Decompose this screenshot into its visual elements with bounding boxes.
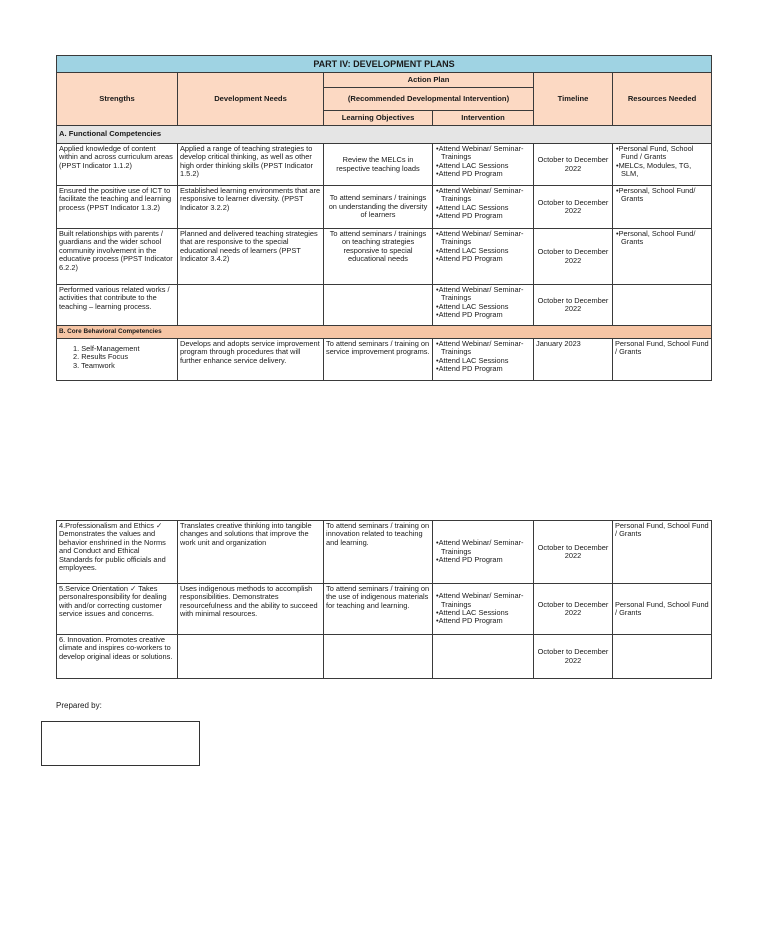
strength-cell: 4.Professionalism and Ethics ✓ Demonstrates the values and behavior enshrined in the Norms and Conduct and Ethical Standards for public officials and employees. — [57, 521, 178, 584]
need-cell: Develops and adopts service improvement program through procedures that will further enhance service delivery. — [178, 339, 324, 381]
intervention-item: • Attend PD Program — [435, 212, 531, 220]
strength-cell — [57, 339, 178, 381]
intervention-item: • Attend Webinar/ Seminar-Trainings — [435, 539, 531, 556]
strength-cell: Ensured the positive use of ICT to facilitate the teaching and learning process (PPST Indicator 1.3.2) — [57, 186, 178, 229]
section-core-behavioral: B. Core Behavioral Competencies — [57, 326, 712, 339]
table-row — [57, 285, 712, 326]
intervention-item: • Attend Webinar/ Seminar-Trainings — [435, 187, 531, 204]
header-timeline: Timeline — [534, 73, 613, 126]
table-row — [57, 635, 712, 679]
objective-cell: Review the MELCs in respective teaching loads — [324, 144, 433, 186]
strength-cell: Applied knowledge of content within and across curriculum areas (PPST Indicator 1.1.2) — [57, 144, 178, 186]
competency-item: 1. Self-Management — [73, 344, 140, 353]
header-recommended: (Recommended Developmental Intervention) — [324, 88, 534, 111]
intervention-item: • Attend Webinar/ Seminar-Trainings — [435, 230, 531, 247]
resource-item: • Personal Fund, School Fund / Grants — [615, 145, 709, 162]
resources-cell — [613, 186, 712, 229]
timeline-cell: October to December 2022 — [534, 229, 613, 285]
signature-box — [41, 721, 200, 766]
need-cell: Applied a range of teaching strategies to develop critical thinking, as well as other high order thinking skills (PPST Indicator 1.5.2) — [178, 144, 324, 186]
header-learning-objectives: Learning Objectives — [324, 111, 433, 126]
table-row — [57, 521, 712, 584]
need-cell: Uses indigenous methods to accomplish responsibilities. Demonstrates resourcefulness and the ability to succeed with minimal resources. — [178, 584, 324, 635]
resources-cell: Personal Fund, School Fund / Grants — [613, 339, 712, 381]
objective-cell: To attend seminars / training on the use of indigenous materials for teaching and learning. — [324, 584, 433, 635]
need-cell: Planned and delivered teaching strategies that are responsive to the special educational needs of learners (PPST Indicator 3.4.2) — [178, 229, 324, 285]
intervention-item: • Attend PD Program — [435, 170, 531, 178]
section-functional: A. Functional Competencies — [57, 126, 712, 144]
header-strengths: Strengths — [57, 73, 178, 126]
intervention-item: • Attend LAC Sessions — [435, 204, 531, 212]
intervention-item: • Attend PD Program — [435, 556, 531, 564]
intervention-item: • Attend PD Program — [435, 365, 531, 373]
timeline-cell: October to December 2022 — [534, 144, 613, 186]
competency-item: 3. Teamwork — [73, 360, 115, 370]
timeline-cell: January 2023 — [534, 339, 613, 381]
intervention-cell — [433, 339, 534, 381]
objective-cell: To attend seminars / training on service improvement programs. — [324, 339, 433, 381]
timeline-cell: October to December 2022 — [534, 635, 613, 679]
intervention-item: • Attend LAC Sessions — [435, 357, 531, 365]
need-cell — [178, 285, 324, 326]
intervention-item: • Attend LAC Sessions — [435, 609, 531, 617]
intervention-cell — [433, 285, 534, 326]
intervention-item: • Attend PD Program — [435, 617, 531, 625]
resource-item: • Personal, School Fund/ Grants — [615, 230, 709, 247]
intervention-cell — [433, 584, 534, 635]
table-row — [57, 339, 712, 381]
need-cell — [178, 635, 324, 679]
resources-cell — [613, 144, 712, 186]
strength-cell: Built relationships with parents / guardians and the wider school community involvement in the educative process (PPST Indicator 6.2.2) — [57, 229, 178, 285]
timeline-cell: October to December 2022 — [534, 186, 613, 229]
header-intervention: Intervention — [433, 111, 534, 126]
objective-cell: To attend seminars / trainings on understanding the diversity of learners — [324, 186, 433, 229]
header-action-plan: Action Plan — [324, 73, 534, 88]
intervention-item: • Attend PD Program — [435, 311, 531, 319]
intervention-item: • Attend Webinar/ Seminar-Trainings — [435, 592, 531, 609]
timeline-cell: October to December 2022 — [534, 584, 613, 635]
strength-cell: 5.Service Orientation ✓ Takes personalresponsibility for dealing with and/or correcting customer service issues and concerns. — [57, 584, 178, 635]
resources-cell — [613, 285, 712, 326]
intervention-item: • Attend Webinar/ Seminar-Trainings — [435, 286, 531, 303]
resources-cell — [613, 229, 712, 285]
intervention-cell — [433, 186, 534, 229]
objective-cell — [324, 285, 433, 326]
development-plan-table-continued — [56, 520, 712, 679]
header-resources: Resources Needed — [613, 73, 712, 126]
objective-cell: To attend seminars / training on innovation related to teaching and learning. — [324, 521, 433, 584]
intervention-cell — [433, 144, 534, 186]
development-plan-table — [56, 55, 712, 381]
resource-item: • Personal, School Fund/ Grants — [615, 187, 709, 204]
table-row — [57, 186, 712, 229]
intervention-item: • Attend PD Program — [435, 255, 531, 263]
table-row — [57, 144, 712, 186]
resources-cell: Personal Fund, School Fund / Grants — [613, 584, 712, 635]
timeline-cell: October to December 2022 — [534, 521, 613, 584]
timeline-cell: October to December 2022 — [534, 285, 613, 326]
intervention-cell — [433, 635, 534, 679]
intervention-cell — [433, 229, 534, 285]
resources-cell — [613, 635, 712, 679]
intervention-item: • Attend LAC Sessions — [435, 247, 531, 255]
table-row — [57, 229, 712, 285]
objective-cell: To attend seminars / trainings on teaching strategies responsive to special educational needs — [324, 229, 433, 285]
resources-cell: Personal Fund, School Fund / Grants — [613, 521, 712, 584]
resource-item: • MELCs, Modules, TG, SLM, — [615, 162, 709, 179]
objective-cell — [324, 635, 433, 679]
intervention-item: • Attend LAC Sessions — [435, 162, 531, 170]
table-title: PART IV: DEVELOPMENT PLANS — [57, 56, 712, 73]
need-cell: Translates creative thinking into tangible changes and solutions that improve the work unit and organization — [178, 521, 324, 584]
header-development-needs: Development Needs — [178, 73, 324, 126]
intervention-cell — [433, 521, 534, 584]
intervention-item: • Attend Webinar/ Seminar-Trainings — [435, 340, 531, 357]
table-row — [57, 584, 712, 635]
competency-item: 2. Results Focus — [73, 352, 129, 362]
strength-cell: Performed various related works / activities that contribute to the teaching – learning process. — [57, 285, 178, 326]
prepared-by-label: Prepared by: — [56, 701, 102, 710]
intervention-item: • Attend LAC Sessions — [435, 303, 531, 311]
intervention-item: • Attend Webinar/ Seminar-Trainings — [435, 145, 531, 162]
strength-cell: 6. Innovation. Promotes creative climate and inspires co-workers to develop original ideas or solutions. — [57, 635, 178, 679]
need-cell: Established learning environments that are responsive to learner diversity. (PPST Indicator 3.2.2) — [178, 186, 324, 229]
